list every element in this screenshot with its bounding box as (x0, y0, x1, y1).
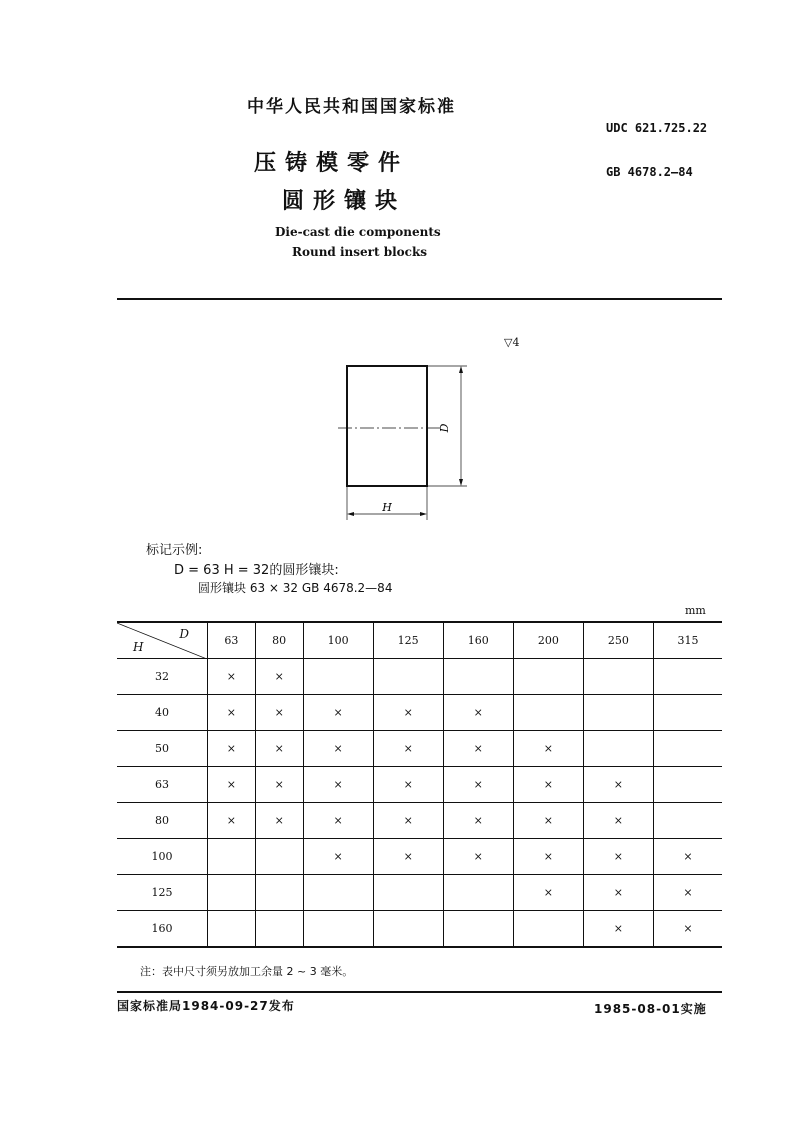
table-cell: × (373, 803, 443, 839)
insert-outline (347, 366, 427, 486)
table-cell: × (443, 767, 513, 803)
table-cell: × (255, 803, 303, 839)
column-header-d: 160 (443, 622, 513, 659)
column-header-d: 315 (653, 622, 722, 659)
table-cell: × (208, 659, 256, 695)
table-cell: × (653, 875, 722, 911)
column-header-d: 125 (373, 622, 443, 659)
table-note: 注：表中尺寸须另放加工余量 2 ~ 3 毫米。 (140, 965, 354, 978)
row-header-h: 160 (117, 911, 208, 948)
table-cell: × (303, 767, 373, 803)
table-cell: × (208, 803, 256, 839)
table-cell: × (513, 767, 583, 803)
table-row (117, 767, 722, 803)
arrow-h-left (347, 512, 354, 516)
table-cell: × (583, 767, 653, 803)
column-header-d: 250 (583, 622, 653, 659)
table-cell: × (443, 695, 513, 731)
arrow-d-bottom (459, 479, 463, 486)
table-row (117, 659, 722, 695)
table-cell (373, 911, 443, 948)
gb-standard-number: GB 4678.2—84 (606, 165, 693, 179)
footer-divider (117, 991, 722, 993)
table-cell (208, 839, 256, 875)
table-cell: × (443, 803, 513, 839)
document-title-en-line2: Round insert blocks (292, 245, 428, 259)
table-cell (208, 911, 256, 948)
column-header-d: 80 (255, 622, 303, 659)
table-cell: × (255, 659, 303, 695)
dim-label-h: H (382, 501, 392, 514)
table-cell: × (255, 767, 303, 803)
table-cell (653, 767, 722, 803)
arrow-d-top (459, 366, 463, 373)
corner-diagonal (117, 623, 207, 659)
table-cell: × (653, 911, 722, 948)
table-cell: × (303, 803, 373, 839)
table-row (117, 731, 722, 767)
table-cell (443, 875, 513, 911)
dim-label-d: D (438, 423, 451, 433)
surface-roughness-symbol: ▽4 (504, 336, 520, 349)
corner-label-h: H (133, 640, 144, 654)
marking-example-line1: D = 63 H = 32的圆形镶块: (174, 563, 339, 578)
table-cell (255, 839, 303, 875)
table-cell: × (513, 731, 583, 767)
marking-example-label: 标记示例: (146, 543, 203, 558)
table-cell (303, 659, 373, 695)
row-header-h: 80 (117, 803, 208, 839)
row-header-h: 32 (117, 659, 208, 695)
table-row (117, 695, 722, 731)
table-row (117, 803, 722, 839)
table-cell: × (583, 911, 653, 948)
table-cell (583, 695, 653, 731)
row-header-h: 125 (117, 875, 208, 911)
table-cell (443, 911, 513, 948)
table-cell: × (255, 695, 303, 731)
table-cell: × (303, 695, 373, 731)
table-row (117, 839, 722, 875)
technical-drawing (335, 356, 475, 530)
round-insert-drawing (335, 356, 475, 526)
table-cell: × (513, 839, 583, 875)
document-title-en-line1: Die-cast die components (275, 225, 441, 239)
column-header-d: 200 (513, 622, 583, 659)
document-title-cn-line1: 压铸模零件 (254, 151, 410, 176)
table-cell (303, 911, 373, 948)
table-cell (653, 731, 722, 767)
table-cell (513, 911, 583, 948)
table-cell: × (373, 839, 443, 875)
table-cell (255, 875, 303, 911)
table-cell (653, 695, 722, 731)
table-cell: × (303, 731, 373, 767)
table-cell (653, 659, 722, 695)
table-cell: × (373, 767, 443, 803)
header-divider (117, 298, 722, 300)
table-cell (208, 875, 256, 911)
udc-code: UDC 621.725.22 (606, 121, 708, 135)
row-header-h: 63 (117, 767, 208, 803)
table-cell: × (303, 839, 373, 875)
table-cell: × (443, 839, 513, 875)
table-cell: × (443, 731, 513, 767)
column-header-d: 100 (303, 622, 373, 659)
table-cell: × (373, 695, 443, 731)
table-header-row (117, 622, 722, 659)
table-cell: × (208, 767, 256, 803)
table-cell: × (513, 875, 583, 911)
table-cell (583, 731, 653, 767)
row-header-h: 40 (117, 695, 208, 731)
table-cell: × (513, 803, 583, 839)
marking-example-line2: 圆形镶块 63 × 32 GB 4678.2—84 (198, 581, 393, 595)
table-unit: mm (685, 604, 706, 617)
table-cell: × (255, 731, 303, 767)
table-row (117, 911, 722, 948)
table-cell (513, 695, 583, 731)
table-cell: × (208, 731, 256, 767)
effective-date: 1985-08-01实施 (594, 1002, 707, 1016)
table-cell: × (583, 839, 653, 875)
table-cell: × (373, 731, 443, 767)
arrow-h-right (420, 512, 427, 516)
table-cell (373, 875, 443, 911)
row-header-h: 50 (117, 731, 208, 767)
issuing-country-standard-title: 中华人民共和国国家标准 (247, 97, 456, 117)
table-cell: × (583, 803, 653, 839)
row-header-h: 100 (117, 839, 208, 875)
table-cell (373, 659, 443, 695)
table-cell (303, 875, 373, 911)
table-cell (513, 659, 583, 695)
column-header-d: 63 (208, 622, 256, 659)
table-cell (443, 659, 513, 695)
table-cell (255, 911, 303, 948)
corner-label-d: D (179, 627, 189, 641)
table-cell: × (583, 875, 653, 911)
table-cell (583, 659, 653, 695)
table-cell (653, 803, 722, 839)
table-cell: × (208, 695, 256, 731)
document-title-cn-line2: 圆形镶块 (282, 189, 407, 214)
dimension-table (117, 621, 722, 948)
table-row (117, 875, 722, 911)
issue-date: 国家标准局1984-09-27发布 (117, 999, 295, 1013)
table-corner-cell (117, 622, 208, 659)
table-cell: × (653, 839, 722, 875)
